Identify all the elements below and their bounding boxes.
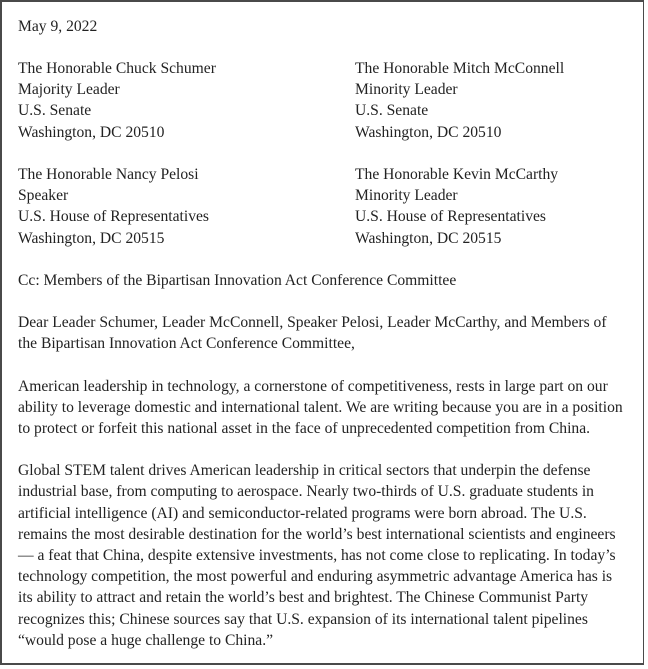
recipient-name: The Honorable Mitch McConnell <box>355 60 565 77</box>
salutation-line: the Bipartisan Innovation Act Conference Committee, <box>18 335 355 353</box>
recipient-chamber: U.S. House of Representatives <box>355 208 546 226</box>
recipient-chamber: U.S. Senate <box>18 102 92 120</box>
recipient-title: Speaker <box>18 187 69 205</box>
recipient-name: The Honorable Nancy Pelosi <box>18 166 199 183</box>
recipient-address-mcconnell <box>355 58 564 143</box>
cc-line: Cc: Members of the Bipartisan Innovation Act Conference Committee <box>18 272 457 289</box>
paragraph-line: to protect or forfeit this national asset in the face of unprecedented competition from China. <box>18 420 591 438</box>
recipient-city: Washington, DC 20510 <box>355 123 502 141</box>
paragraph-line: Global STEM talent drives American leadership in critical sectors that underpin the defense <box>18 462 591 480</box>
spacer <box>18 355 638 376</box>
salutation <box>18 312 638 354</box>
recipient-title: Minority Leader <box>355 187 458 205</box>
spacer <box>18 291 638 312</box>
recipient-row-senate <box>18 58 638 143</box>
spacer <box>18 439 638 460</box>
recipient-title: Majority Leader <box>18 81 120 99</box>
paragraph-talent-intro <box>18 376 638 440</box>
recipient-title: Minority Leader <box>355 81 458 99</box>
recipient-city: Washington, DC 20515 <box>18 229 165 247</box>
letter-date: May 9, 2022 <box>18 18 98 35</box>
recipient-name: The Honorable Kevin McCarthy <box>355 166 559 183</box>
salutation-line: Dear Leader Schumer, Leader McConnell, Speaker Pelosi, Leader McCarthy, and Members of <box>18 314 607 332</box>
paragraph-line: recognizes this; Chinese sources say that U.S. expansion of its international talent pipelines <box>18 610 588 628</box>
letter-body <box>18 16 638 651</box>
paragraph-line: “would pose a huge challenge to China.” <box>18 631 274 649</box>
paragraph-line: artificial intelligence (AI) and semiconductor-related programs were born abroad. The U.S. <box>18 504 587 522</box>
recipient-city: Washington, DC 20510 <box>18 123 165 141</box>
paragraph-line: American leadership in technology, a cornerstone of competitiveness, rests in large part on our <box>18 377 608 395</box>
paragraph-line: — a feat that China, despite extensive investments, has not come close to replicating. In today’s <box>18 547 616 565</box>
recipient-name: The Honorable Chuck Schumer <box>18 60 216 77</box>
recipient-chamber: U.S. House of Representatives <box>18 208 209 226</box>
paragraph-line: industrial base, from computing to aerospace. Nearly two-thirds of U.S. graduate students in <box>18 483 594 501</box>
recipient-row-house <box>18 164 638 249</box>
recipient-chamber: U.S. Senate <box>355 102 429 120</box>
paragraph-global-stem <box>18 460 638 651</box>
paragraph-line: its ability to attract and retain the world’s best and brightest. The Chinese Communist Party <box>18 589 589 607</box>
spacer <box>18 249 638 270</box>
paragraph-line: remains the most desirable destination for the world’s best international scientists and engineers <box>18 525 616 543</box>
recipient-city: Washington, DC 20515 <box>355 229 502 247</box>
paragraph-line: ability to leverage domestic and international talent. We are writing because you are in a position <box>18 398 623 416</box>
paragraph-line: technology competition, the most powerful and enduring asymmetric advantage America has is <box>18 568 613 586</box>
spacer <box>18 37 638 58</box>
recipient-address-mccarthy <box>355 164 558 249</box>
recipient-address-pelosi <box>18 164 209 249</box>
spacer <box>18 143 638 164</box>
recipient-address-schumer <box>18 58 216 143</box>
